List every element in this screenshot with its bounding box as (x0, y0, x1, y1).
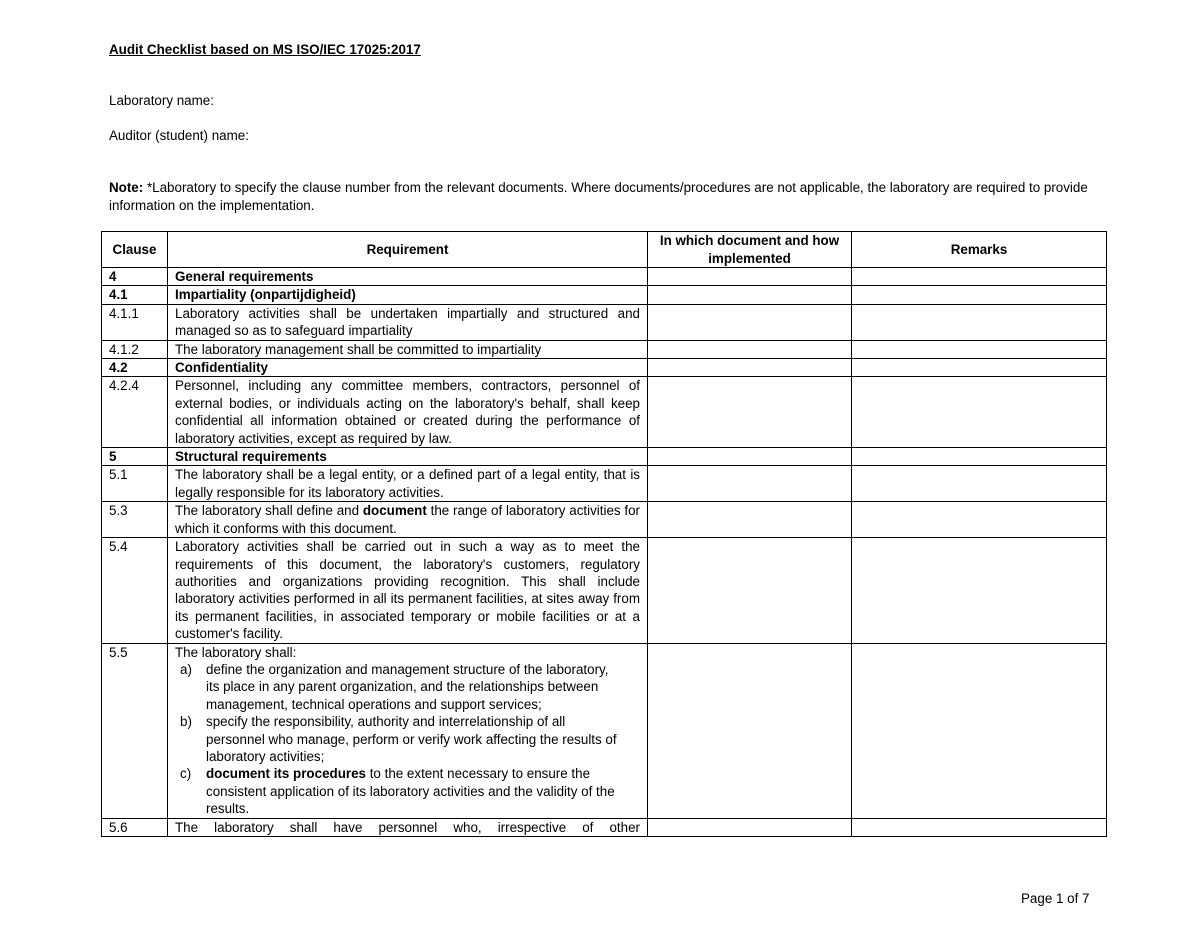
requirement-cell: Laboratory activities shall be carried out in such a way as to meet the requirements of this document, the laboratory's customers, regulatory authorities and organizations providing recognition. This shall include laboratory activities performed in all its permanent facilities, at sites away from its permanent facilities, in associated temporary or mobile facilities or at a customer's facility. (168, 538, 648, 643)
clause-cell: 5.6 (102, 818, 168, 836)
note-text: *Laboratory to specify the clause number from the relevant documents. Where documents/procedures are not applicable, the laboratory are required to provide information on the implementation. (109, 180, 1088, 213)
list-text: specify the responsibility, authority and interrelationship of all personnel who manage, perform or verify work affecting the results of laboratory activities; (206, 714, 617, 764)
requirement-text: The laboratory shall define and (175, 503, 363, 519)
header-document: In which document and how implemented (648, 232, 852, 268)
remarks-cell[interactable] (852, 448, 1107, 466)
table-row (102, 377, 1107, 448)
list-item (175, 661, 640, 713)
remarks-cell[interactable] (852, 268, 1107, 286)
remarks-cell[interactable] (852, 818, 1107, 836)
requirement-cell: Confidentiality (168, 359, 648, 377)
document-cell[interactable] (648, 268, 852, 286)
page-number: Page 1 of 7 (1021, 891, 1090, 906)
list-emphasis: document its procedures (206, 766, 366, 782)
requirement-cell: Structural requirements (168, 448, 648, 466)
list-item (175, 713, 640, 765)
list-text-rest: to the extent necessary to ensure the consistent application of its laboratory activities and the validity of the results. (206, 766, 615, 817)
clause-cell: 4.1.1 (102, 304, 168, 340)
table-row (102, 466, 1107, 502)
table-row (102, 643, 1107, 818)
requirement-cell: The laboratory shall be a legal entity, or a defined part of a legal entity, that is legally responsible for its laboratory activities. (168, 466, 648, 502)
laboratory-name-label: Laboratory name: (109, 93, 214, 108)
document-cell[interactable] (648, 538, 852, 643)
document-cell[interactable] (648, 304, 852, 340)
list-letter: c) (180, 766, 192, 782)
clause-cell: 4.2 (102, 359, 168, 377)
remarks-cell[interactable] (852, 538, 1107, 643)
requirement-text: the range of laboratory activities for which it conforms with this document. (175, 503, 640, 536)
document-cell[interactable] (648, 448, 852, 466)
list-item (175, 765, 640, 817)
requirement-cell: The laboratory management shall be committed to impartiality (168, 340, 648, 358)
document-cell[interactable] (648, 818, 852, 836)
document-cell[interactable] (648, 502, 852, 538)
table-header-row (102, 232, 1107, 268)
list-text (206, 765, 640, 817)
clause-cell: 4.1.2 (102, 340, 168, 358)
table-row (102, 340, 1107, 358)
list-text: define the organization and management structure of the laboratory, its place in any parent organization, and the relationships between management, technical operations and support services; (206, 661, 609, 712)
table-row (102, 268, 1107, 286)
remarks-cell[interactable] (852, 466, 1107, 502)
requirement-cell: Impartiality (onpartijdigheid) (168, 286, 648, 304)
requirement-cell: Laboratory activities shall be undertaken impartially and structured and managed so as to safeguard impartiality (168, 304, 648, 340)
table-row (102, 502, 1107, 538)
document-cell[interactable] (648, 466, 852, 502)
note-label: Note: (109, 180, 144, 195)
document-cell[interactable] (648, 643, 852, 818)
remarks-cell[interactable] (852, 643, 1107, 818)
document-cell[interactable] (648, 340, 852, 358)
remarks-cell[interactable] (852, 340, 1107, 358)
remarks-cell[interactable] (852, 377, 1107, 448)
audit-checklist-table (101, 231, 1107, 837)
document-title: Audit Checklist based on MS ISO/IEC 17025:2017 (109, 42, 421, 57)
table-row (102, 286, 1107, 304)
note-paragraph (109, 179, 1094, 214)
table-row (102, 538, 1107, 643)
table-row (102, 359, 1107, 377)
document-cell[interactable] (648, 286, 852, 304)
document-cell[interactable] (648, 359, 852, 377)
header-remarks: Remarks (852, 232, 1107, 268)
table-row (102, 818, 1107, 836)
remarks-cell[interactable] (852, 359, 1107, 377)
remarks-cell[interactable] (852, 502, 1107, 538)
clause-cell: 4.2.4 (102, 377, 168, 448)
clause-cell: 5 (102, 448, 168, 466)
requirement-cell: General requirements (168, 268, 648, 286)
requirement-cell: Personnel, including any committee members, contractors, personnel of external bodies, or individuals acting on the laboratory's behalf, shall keep confidential all information obtained or created during the performance of laboratory activities, except as required by law. (168, 377, 648, 448)
requirement-cell (168, 643, 648, 818)
list-letter: b) (180, 714, 192, 730)
requirement-cell: The laboratory shall have personnel who, irrespective of other (168, 818, 648, 836)
requirement-intro: The laboratory shall: (175, 644, 297, 660)
table-row (102, 304, 1107, 340)
clause-cell: 5.3 (102, 502, 168, 538)
remarks-cell[interactable] (852, 286, 1107, 304)
header-clause: Clause (102, 232, 168, 268)
header-requirement: Requirement (168, 232, 648, 268)
clause-cell: 5.4 (102, 538, 168, 643)
clause-cell: 5.1 (102, 466, 168, 502)
list-letter: a) (180, 661, 192, 677)
document-cell[interactable] (648, 377, 852, 448)
table-row (102, 448, 1107, 466)
requirement-cell (168, 502, 648, 538)
clause-cell: 4 (102, 268, 168, 286)
clause-cell: 4.1 (102, 286, 168, 304)
auditor-name-label: Auditor (student) name: (109, 128, 249, 143)
clause-cell: 5.5 (102, 643, 168, 818)
requirement-emphasis: document (362, 503, 427, 519)
remarks-cell[interactable] (852, 304, 1107, 340)
